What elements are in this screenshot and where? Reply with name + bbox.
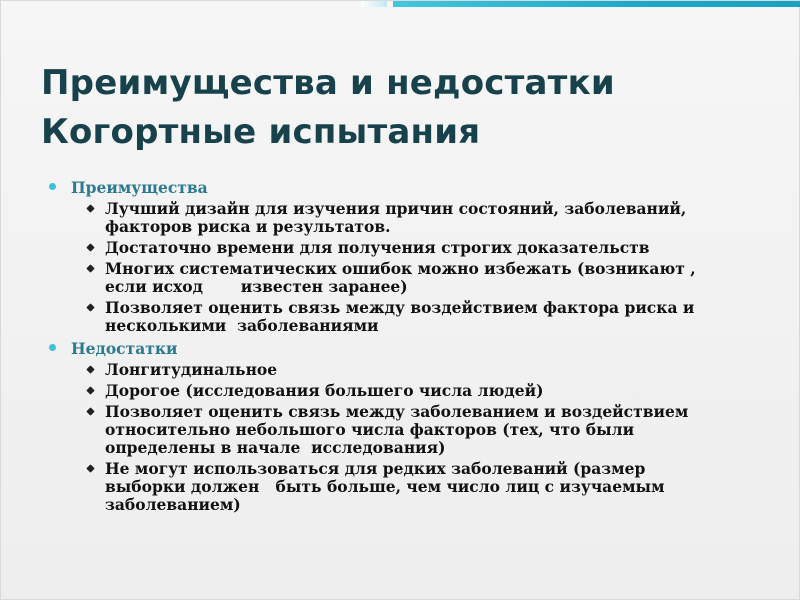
list-item-text: Лонгитудинальное <box>105 360 278 379</box>
diamond-bullet-icon <box>86 243 94 251</box>
section-label: Недостатки <box>71 339 178 358</box>
diamond-bullet-icon <box>86 365 94 373</box>
round-bullet-icon <box>49 183 56 190</box>
section-disadvantages <box>47 338 777 359</box>
bullet-list <box>47 177 777 517</box>
list-item-text: Позволяет оценить связь между заболеванием и воздействием относительно небольшого числа факторов (тех, что были определены в начале исследования) <box>105 402 689 457</box>
accent-bar-fade <box>361 1 387 7</box>
list-item-text: Не могут использоваться для редких заболеваний (размер выборки должен быть больше, чем число лиц с изучаемым заболеванием) <box>105 459 665 514</box>
round-bullet-icon <box>49 344 56 351</box>
slide-title <box>41 59 781 157</box>
list-item-text: Лучший дизайн для изучения причин состояний, заболеваний, факторов риска и результатов. <box>105 199 687 236</box>
list-item-text: Многих систематических ошибок можно избежать (возникают , если исход известен заранее) <box>105 259 696 296</box>
list-item <box>47 239 777 257</box>
slide-title-line-1: Преимущества и недостатки <box>41 63 615 103</box>
section-label: Преимущества <box>71 178 208 197</box>
slide-title-line-2: Когортные испытания <box>41 112 481 152</box>
list-item-text: Достаточно времени для получения строгих доказательств <box>105 238 650 257</box>
list-item <box>47 361 777 379</box>
list-item-text: Позволяет оценить связь между воздействием фактора риска и несколькими заболеваниями <box>105 298 695 335</box>
list-item-text: Дорогое (исследования большего числа людей) <box>105 381 544 400</box>
list-item <box>47 260 777 296</box>
accent-bar <box>393 1 800 7</box>
list-item <box>47 200 777 236</box>
diamond-bullet-icon <box>86 386 94 394</box>
accent-top-bar <box>1 1 800 9</box>
section-advantages <box>47 177 777 198</box>
diamond-bullet-icon <box>86 264 94 272</box>
diamond-bullet-icon <box>86 464 94 472</box>
list-item <box>47 460 777 514</box>
diamond-bullet-icon <box>86 407 94 415</box>
list-item <box>47 382 777 400</box>
diamond-bullet-icon <box>86 303 94 311</box>
list-item <box>47 299 777 335</box>
diamond-bullet-icon <box>86 204 94 212</box>
list-item <box>47 403 777 457</box>
